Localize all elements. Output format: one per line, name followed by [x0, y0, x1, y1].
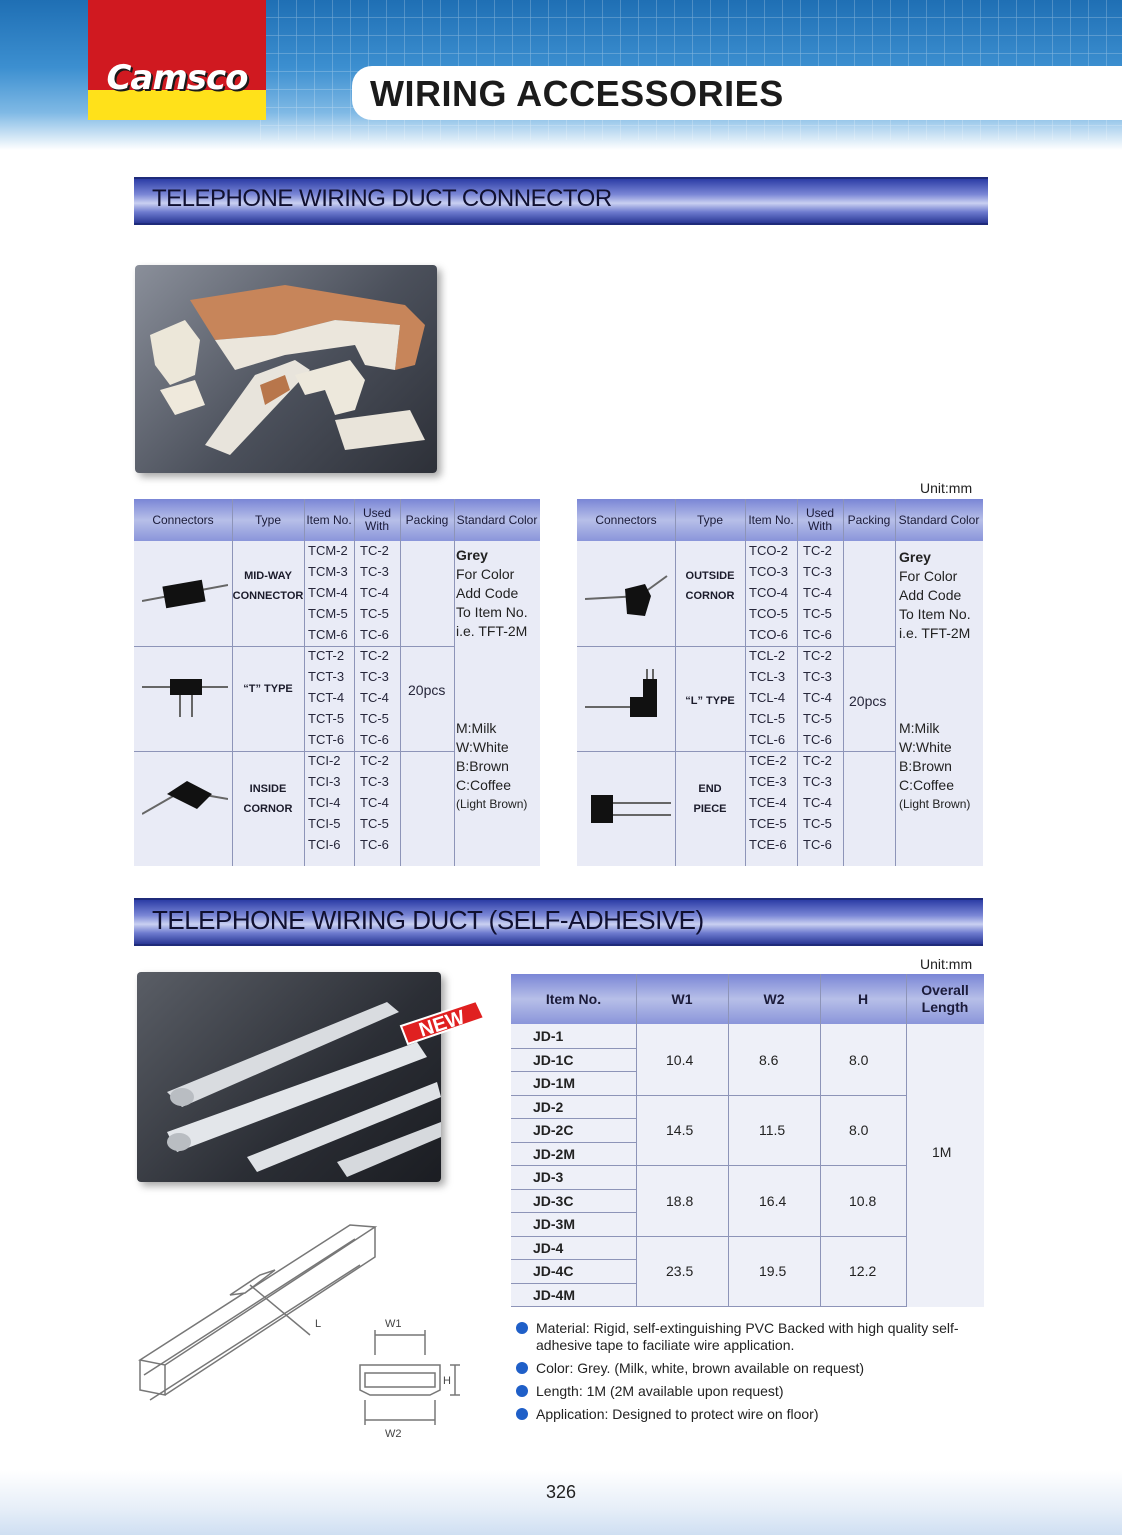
item-no-cell: TCE-2 [749, 753, 787, 768]
diagram-label-w2: W2 [385, 1428, 402, 1440]
duct-w2-cell: 11.5 [759, 1122, 786, 1138]
type-outside-cornor [675, 566, 745, 606]
unit-label-duct: Unit:mm [920, 956, 973, 972]
color-line1: For Color [899, 568, 958, 584]
duct-item-cell: JD-4C [533, 1263, 574, 1279]
header-w1: W1 [671, 990, 693, 1007]
item-no-cell: TCI-2 [308, 753, 341, 768]
color-c: C:Coffee [899, 777, 954, 793]
duct-h-cell: 8.0 [849, 1051, 869, 1068]
type-t [232, 679, 304, 699]
packing-value: 20pcs [408, 682, 446, 698]
item-no-cell: TCO-3 [749, 564, 788, 579]
duct-item-cell: JD-1M [533, 1075, 576, 1091]
color-w: W:White [899, 739, 952, 755]
bullet-dot-icon [516, 1362, 528, 1374]
item-no-cell: TCL-3 [749, 669, 786, 684]
header-overall-length: Overall Length [921, 982, 969, 1015]
type-end-piece [675, 779, 745, 819]
table-divider [895, 499, 896, 866]
duct-w1-cell: 18.8 [666, 1192, 694, 1209]
used-with-cell: TC-6 [360, 837, 389, 852]
used-with-cell: TC-3 [360, 669, 389, 684]
used-with-cell: TC-6 [360, 732, 389, 747]
used-with-cell: TC-3 [360, 564, 389, 579]
color-grey: Grey [899, 549, 931, 565]
duct-item-cell: JD-2C [533, 1122, 574, 1138]
item-no-cell: TCO-5 [749, 606, 788, 621]
row-divider [511, 1212, 636, 1213]
item-no-cell: TCO-4 [749, 585, 788, 600]
used-with-cell: TC-3 [803, 669, 832, 684]
bullet-dot-icon [516, 1322, 528, 1334]
diagram-label-h: H [443, 1375, 451, 1387]
header-item-no: Item No. [748, 512, 794, 527]
item-no-cell: TCI-3 [308, 774, 341, 789]
used-with-cell: TC-3 [360, 774, 389, 789]
item-no-cell: TCT-4 [308, 690, 345, 705]
row-divider [511, 1283, 636, 1284]
duct-w1-cell: 10.4 [666, 1051, 694, 1068]
row-divider [511, 1048, 636, 1049]
type-label-line2: CONNECTOR [232, 590, 304, 602]
header-packing: Packing [847, 512, 891, 527]
duct-h-cell: 10.8 [849, 1192, 877, 1209]
page-number: 326 [545, 1482, 577, 1502]
color-b: B:Brown [899, 758, 952, 774]
item-no-cell: TCM-3 [308, 564, 348, 579]
color-m: M:Milk [456, 720, 497, 736]
item-no-cell: TCE-4 [749, 795, 787, 810]
feature-text: Length: 1M (2M available upon request) [536, 1383, 784, 1399]
group-divider [577, 646, 895, 647]
connector-photo-art [135, 265, 437, 473]
header-standard-color: Standard Color [456, 512, 538, 527]
duct-item-cell: JD-3M [533, 1216, 576, 1232]
table-divider [797, 499, 798, 866]
duct-item-cell: JD-1C [533, 1051, 574, 1068]
type-label-line1: “T” TYPE [243, 683, 293, 695]
row-divider [511, 1236, 906, 1237]
color-line4: i.e. TFT-2M [456, 623, 528, 639]
type-label-line1: OUTSIDE [685, 570, 735, 582]
used-with-cell: TC-5 [360, 606, 389, 621]
type-inside-cornor [232, 779, 304, 819]
duct-w1-cell: 14.5 [666, 1122, 694, 1138]
item-no-cell: TCM-5 [308, 606, 348, 621]
duct-w2-cell: 19.5 [759, 1263, 787, 1279]
used-with-cell: TC-4 [803, 795, 832, 810]
color-line2: Add Code [899, 587, 962, 603]
header-connectors: Connectors [152, 512, 214, 527]
feature-text: Material: Rigid, self-extinguishing PVC Backed with high quality self-adhesive tape to faciliate wire application. [536, 1320, 959, 1353]
row-divider [511, 1189, 636, 1190]
header-packing: Packing [405, 512, 449, 527]
color-line1: For Color [456, 566, 515, 582]
item-no-cell: TCT-6 [308, 732, 345, 747]
used-with-cell: TC-2 [803, 648, 832, 663]
brand-name: Camsco [106, 58, 248, 98]
outside-cornor-image [585, 574, 671, 624]
connector-photo [135, 265, 437, 473]
color-light: (Light Brown) [899, 797, 971, 811]
group-divider [134, 751, 454, 752]
feature-item [516, 1383, 976, 1400]
brand-logo [88, 0, 266, 120]
section-title-connector: TELEPHONE WIRING DUCT CONNECTOR [152, 185, 612, 212]
item-no-cell: TCI-5 [308, 816, 341, 831]
feature-text: Color: Grey. (Milk, white, brown available on request) [536, 1360, 865, 1376]
color-w: W:White [456, 739, 509, 755]
table-divider [820, 974, 821, 1307]
color-b: B:Brown [456, 758, 509, 774]
left-connector-table [134, 499, 540, 866]
header-connectors: Connectors [595, 512, 657, 527]
duct-h-cell: 12.2 [849, 1263, 877, 1279]
row-divider [511, 1142, 636, 1143]
inside-cornor-image [142, 769, 228, 829]
duct-w2-cell: 16.4 [759, 1192, 787, 1209]
color-codes [899, 719, 970, 814]
page-title: WIRING ACCESSORIES [370, 73, 784, 114]
color-light: (Light Brown) [456, 797, 528, 811]
header-standard-color: Standard Color [898, 512, 980, 527]
item-no-cell: TCO-2 [749, 543, 788, 558]
used-with-cell: TC-3 [803, 564, 832, 579]
type-mid-way [232, 566, 304, 606]
item-no-cell: TCL-5 [749, 711, 786, 726]
bullet-dot-icon [516, 1408, 528, 1420]
header-used-with: Used With [362, 506, 391, 533]
used-with-cell: TC-4 [360, 690, 389, 705]
feature-list [516, 1320, 976, 1429]
section-bar-duct [134, 898, 983, 946]
feature-item [516, 1320, 976, 1354]
duct-dimension-diagram [130, 1215, 470, 1440]
duct-item-cell: JD-1 [533, 1028, 564, 1044]
used-with-cell: TC-5 [803, 606, 832, 621]
used-with-cell: TC-2 [803, 753, 832, 768]
type-label-line2: PIECE [693, 803, 727, 815]
table-divider [400, 499, 401, 866]
used-with-cell: TC-6 [803, 732, 832, 747]
header-h: H [857, 990, 869, 1007]
type-label-line1: MID-WAY [244, 570, 292, 582]
color-line3: To Item No. [899, 606, 971, 622]
feature-item [516, 1360, 976, 1377]
type-label-line2: CORNOR [243, 803, 293, 815]
item-no-cell: TCE-5 [749, 816, 787, 831]
mid-way-connector-image [142, 569, 228, 619]
l-type-image [585, 669, 671, 729]
row-divider [511, 1071, 636, 1072]
color-grey: Grey [456, 547, 488, 563]
used-with-cell: TC-4 [360, 795, 389, 810]
type-label-line1: INSIDE [249, 783, 287, 795]
type-label-line2: CORNOR [685, 590, 735, 602]
item-no-cell: TCM-6 [308, 627, 348, 642]
feature-text: Application: Designed to protect wire on floor) [536, 1406, 819, 1422]
color-c: C:Coffee [456, 777, 511, 793]
group-divider [577, 751, 895, 752]
used-with-cell: TC-6 [803, 627, 832, 642]
header-type: Type [696, 512, 723, 527]
item-no-cell: TCT-2 [308, 648, 345, 663]
used-with-cell: TC-4 [803, 585, 832, 600]
row-divider [511, 1118, 636, 1119]
table-divider [636, 974, 637, 1307]
header-item-no: Item No. [306, 512, 352, 527]
used-with-cell: TC-5 [360, 711, 389, 726]
table-divider [454, 499, 455, 866]
diagram-label-l: L [315, 1318, 322, 1330]
table-divider [304, 499, 305, 866]
duct-w1-cell: 23.5 [666, 1263, 694, 1279]
row-divider [511, 1165, 906, 1166]
used-with-cell: TC-5 [803, 711, 832, 726]
duct-item-cell: JD-4M [533, 1286, 576, 1303]
color-line2: Add Code [456, 585, 519, 601]
table-divider [354, 499, 355, 866]
row-divider [511, 1306, 906, 1307]
type-label-line1: “L” TYPE [685, 695, 735, 707]
item-no-cell: TCT-3 [308, 669, 345, 684]
used-with-cell: TC-2 [360, 753, 389, 768]
row-divider [511, 1259, 636, 1260]
duct-item-cell: JD-3C [533, 1192, 574, 1209]
duct-w2-cell: 8.6 [759, 1051, 779, 1068]
right-connector-table [577, 499, 983, 866]
used-with-cell: TC-4 [360, 585, 389, 600]
item-no-cell: TCO-6 [749, 627, 788, 642]
new-badge-text: NEW [416, 1006, 468, 1042]
header-w2: W2 [763, 990, 785, 1007]
item-no-cell: TCT-5 [308, 711, 345, 726]
row-divider [511, 1095, 906, 1096]
item-no-cell: TCL-6 [749, 732, 786, 747]
packing-value: 20pcs [849, 693, 887, 709]
feature-item [516, 1406, 976, 1423]
duct-item-cell: JD-2M [533, 1145, 576, 1162]
table-divider [745, 499, 746, 866]
duct-item-cell: JD-3 [533, 1169, 564, 1185]
used-with-cell: TC-5 [803, 816, 832, 831]
used-with-cell: TC-4 [803, 690, 832, 705]
used-with-cell: TC-3 [803, 774, 832, 789]
color-line4: i.e. TFT-2M [899, 625, 971, 641]
standard-color-info [456, 546, 528, 641]
used-with-cell: TC-6 [360, 627, 389, 642]
used-with-cell: TC-2 [803, 543, 832, 558]
duct-table [511, 974, 984, 1307]
end-piece-image [585, 789, 671, 829]
color-line3: To Item No. [456, 604, 528, 620]
type-label-line1: END [698, 783, 722, 795]
table-divider [906, 974, 907, 1307]
overall-length-value: 1M [932, 1144, 952, 1160]
table-divider [843, 499, 844, 866]
unit-label-connector: Unit:mm [920, 480, 973, 496]
used-with-cell: TC-2 [360, 648, 389, 663]
item-no-cell: TCM-2 [308, 543, 348, 558]
duct-item-cell: JD-2 [533, 1098, 564, 1115]
section-bar-connector [134, 177, 988, 225]
duct-h-cell: 8.0 [849, 1122, 869, 1138]
diagram-label-w1: W1 [385, 1318, 402, 1330]
item-no-cell: TCM-4 [308, 585, 348, 600]
type-l [675, 691, 745, 711]
header-type: Type [254, 512, 281, 527]
t-type-image [142, 669, 228, 719]
section-title-duct: TELEPHONE WIRING DUCT (SELF-ADHESIVE) [152, 905, 704, 935]
header-used-with: Used With [805, 506, 834, 533]
used-with-cell: TC-5 [360, 816, 389, 831]
color-codes [456, 719, 527, 814]
item-no-cell: TCE-6 [749, 837, 787, 852]
item-no-cell: TCE-3 [749, 774, 787, 789]
used-with-cell: TC-6 [803, 837, 832, 852]
item-no-cell: TCI-6 [308, 837, 341, 852]
new-badge [396, 996, 486, 1046]
used-with-cell: TC-2 [360, 543, 389, 558]
table-divider [728, 974, 729, 1307]
color-m: M:Milk [899, 720, 940, 736]
item-no-cell: TCL-4 [749, 690, 786, 705]
header-item-no: Item No. [545, 990, 602, 1007]
item-no-cell: TCL-2 [749, 648, 786, 663]
duct-item-cell: JD-4 [533, 1239, 564, 1256]
bullet-dot-icon [516, 1385, 528, 1397]
item-no-cell: TCI-4 [308, 795, 341, 810]
group-divider [134, 646, 454, 647]
standard-color-info [899, 548, 971, 643]
